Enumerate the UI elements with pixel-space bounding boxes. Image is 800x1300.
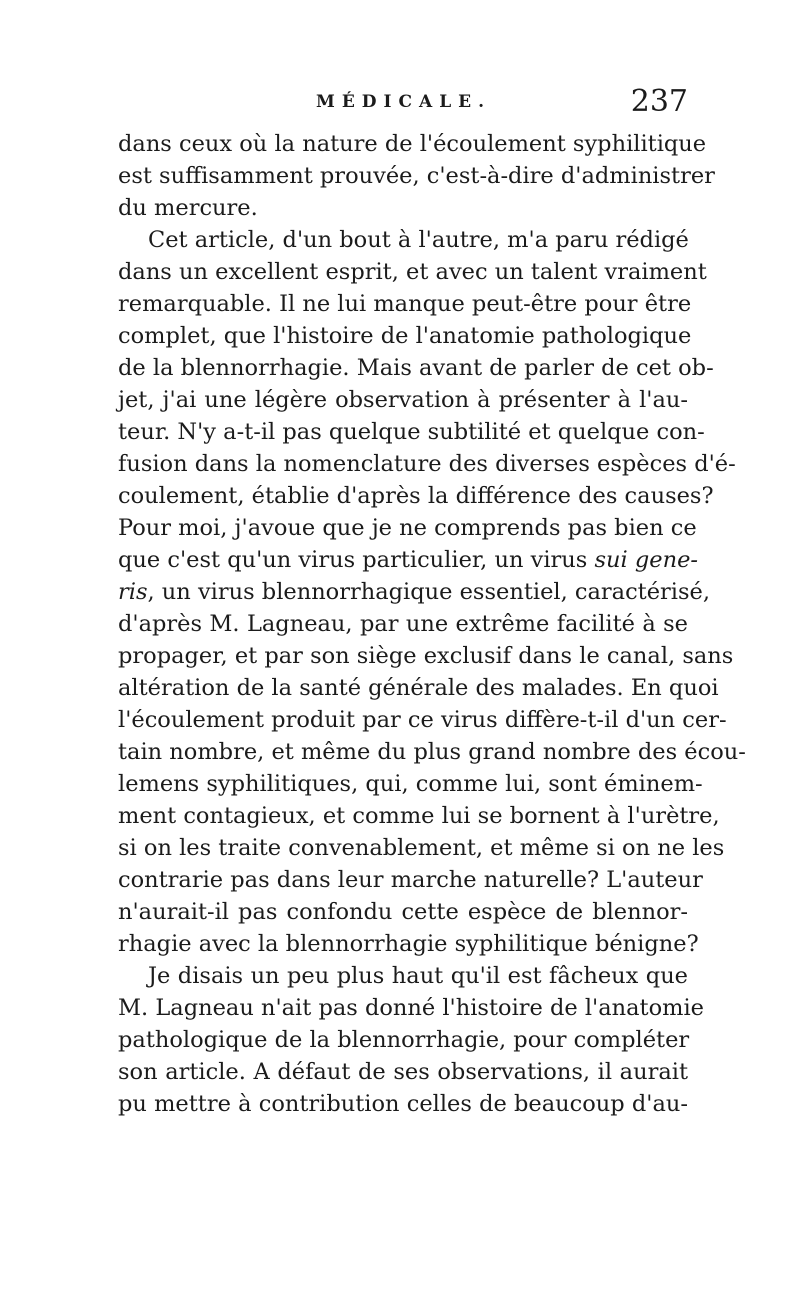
italic-term: sui gene- — [594, 547, 698, 573]
text-line: pu mettre à contribution celles de beaucoup d'au- — [118, 1091, 688, 1117]
text-line: jet, j'ai une légère observation à présenter à l'au- — [118, 387, 688, 413]
text-line: du mercure. — [118, 195, 258, 221]
text-segment: , un virus blennorrhagique essentiel, caractérisé, — [147, 579, 710, 605]
text-line: lemens syphilitiques, qui, comme lui, sont éminem- — [118, 771, 703, 797]
text-line: de la blennorrhagie. Mais avant de parler de cet ob- — [118, 355, 714, 381]
text-line: dans ceux où la nature de l'écoulement syphilitique — [118, 131, 707, 157]
text-line: si on les traite convenablement, et même si on ne les — [118, 835, 725, 861]
text-line: rhagie avec la blennorrhagie syphilitique bénigne? — [118, 931, 699, 957]
text-line: Cet article, d'un bout à l'autre, m'a paru rédigé — [148, 227, 689, 253]
text-line: Pour moi, j'avoue que je ne comprends pas bien ce — [118, 515, 697, 541]
text-line: son article. A défaut de ses observations, il aurait — [118, 1059, 688, 1085]
text-line: fusion dans la nomenclature des diverses espèces d'é- — [118, 451, 736, 477]
text-line: pathologique de la blennorrhagie, pour compléter — [118, 1027, 690, 1053]
text-line: remarquable. Il ne lui manque peut-être pour être — [118, 291, 692, 317]
text-line: l'écoulement produit par ce virus diffère-t-il d'un cer- — [118, 707, 727, 733]
text-line: propager, et par son siège exclusif dans le canal, sans — [118, 643, 734, 669]
text-line: d'après M. Lagneau, par une extrême facilité à se — [118, 611, 688, 637]
text-line: complet, que l'histoire de l'anatomie pathologique — [118, 323, 692, 349]
text-line: Je disais un peu plus haut qu'il est fâcheux que — [148, 963, 688, 989]
text-line: teur. N'y a-t-il pas quelque subtilité et quelque con- — [118, 419, 705, 445]
text-line: tain nombre, et même du plus grand nombre des écou- — [118, 739, 746, 765]
page-number: 237 — [630, 84, 688, 119]
text-line: M. Lagneau n'ait pas donné l'histoire de l'anatomie — [118, 995, 704, 1021]
text-line — [118, 544, 698, 576]
body-text — [118, 128, 746, 1120]
text-line: coulement, établie d'après la différence des causes? — [118, 483, 714, 509]
italic-term: ris — [118, 579, 148, 605]
running-title: MÉDICALE. — [316, 92, 492, 112]
text-line: n'aurait-il pas confondu cette espèce de blennor- — [118, 899, 688, 925]
text-line: altération de la santé générale des malades. En quoi — [118, 675, 719, 701]
text-segment: que c'est qu'un virus particulier, un virus — [118, 547, 588, 573]
text-line: contrarie pas dans leur marche naturelle? L'auteur — [118, 867, 703, 893]
text-line: ment contagieux, et comme lui se bornent à l'urètre, — [118, 803, 720, 829]
text-line: dans un excellent esprit, et avec un talent vraiment — [118, 259, 707, 285]
running-head — [118, 84, 688, 124]
text-line: est suffisamment prouvée, c'est-à-dire d'administrer — [118, 163, 715, 189]
text-line — [118, 576, 710, 608]
